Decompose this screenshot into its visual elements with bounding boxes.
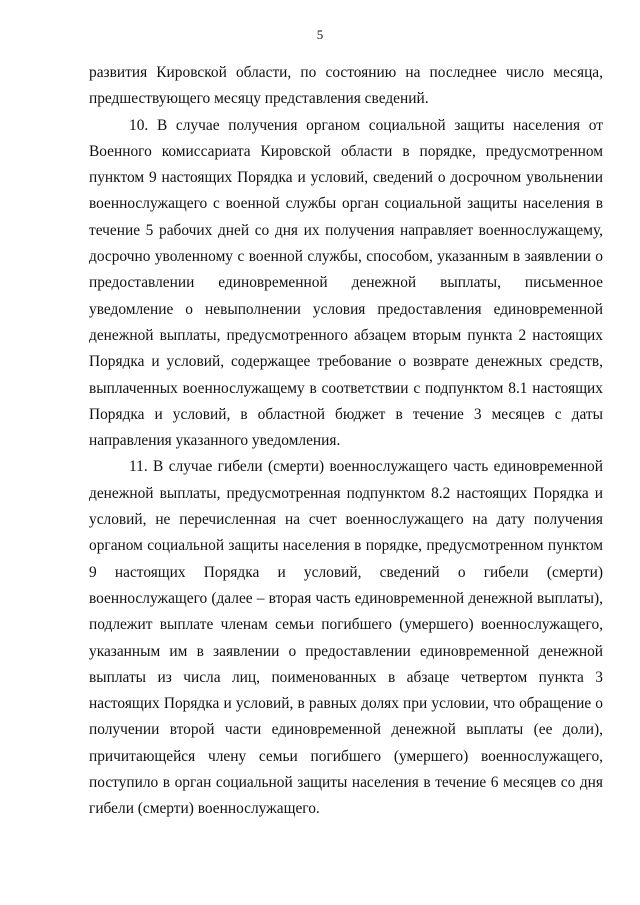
paragraph-item-11: 11. В случае гибели (смерти) военнослужащего часть единовременной денежной выплаты, предусмотренная подпунктом 8.2 настоящих Порядка и условий, не перечисленная на счет военнослужащего на дату получения органом социальной защиты населения в порядке, предусмотренном пунктом 9 настоящих Порядка и условий, сведений о гибели (смерти) военнослужащего (далее – вторая часть единовременной денежной выплаты), подлежит выплате членам семьи погибшего (умершего) военнослужащего, указанным им в заявлении о предоставлении единовременной денежной выплаты из числа лиц, поименованных в абзаце четвертом пункта 3 настоящих Порядка и условий, в равных долях при условии, что обращение о получении второй части единовременной денежной выплаты (ее доли), причитающейся члену семьи погибшего (умершего) военнослужащего, поступило в орган социальной защиты населения в течение 6 месяцев со дня гибели (смерти) военнослужащего.	[89, 458, 603, 818]
document-body	[89, 60, 603, 823]
paragraph-item-10: 10. В случае получения органом социальной защиты населения от Военного комиссариата Кировской области в порядке, предусмотренном пунктом 9 настоящих Порядка и условий, сведений о досрочном увольнении военнослужащего с военной службы орган социальной защиты населения в течение 5 рабочих дней со дня их получения направляет военнослужащему, досрочно уволенному с военной службы, способом, указанным в заявлении о предоставлении единовременной денежной выплаты, письменное уведомление о невыполнении условия предоставления единовременной денежной выплаты, предусмотренного абзацем вторым пункта 2 настоящих Порядка и условий, содержащее требование о возврате денежных средств, выплаченных военнослужащему в соответствии с подпунктом 8.1 настоящих Порядка и условий, в областной бюджет в течение 3 месяцев с даты направления указанного уведомления.	[89, 116, 603, 450]
page-number: 5	[316, 27, 324, 42]
paragraph-continuation: развития Кировской области, по состоянию на последнее число месяца, предшествующего месяцу представления сведений.	[89, 64, 603, 108]
